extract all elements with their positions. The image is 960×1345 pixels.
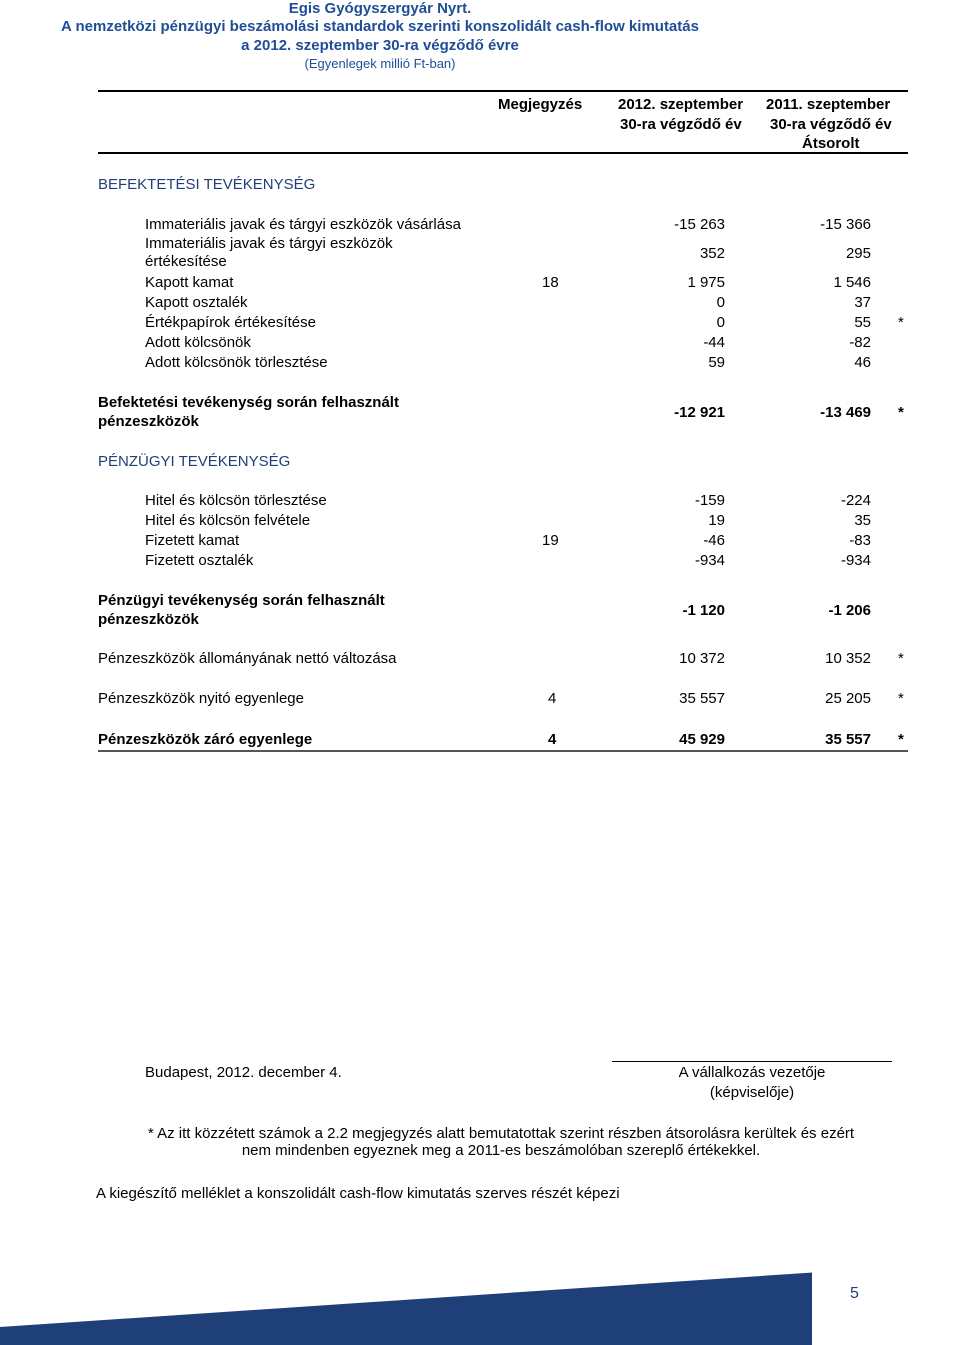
investing-heading: BEFEKTETÉSI TEVÉKENYSÉG bbox=[98, 176, 316, 193]
restatement-footnote-cont: nem mindenben egyeznek meg a 2011-es beszámolóban szereplő értékekkel. bbox=[241, 1142, 761, 1159]
financing-row-prior: 35 bbox=[854, 512, 871, 529]
investing-row-label: Értékpapírok értékesítése bbox=[145, 314, 316, 331]
restated-star: * bbox=[898, 314, 904, 331]
restatement-footnote: * Az itt közzétett számok a 2.2 megjegyzés alatt bemutatottak szerint részben átsorolásra kerültek és ezért bbox=[147, 1125, 855, 1142]
opening-balance-prior: 25 205 bbox=[825, 690, 871, 707]
place-date: Budapest, 2012. december 4. bbox=[145, 1064, 342, 1081]
investing-total-prior: -13 469 bbox=[820, 404, 871, 421]
investing-row-current: 0 bbox=[716, 294, 725, 311]
investing-row-prior: 37 bbox=[854, 294, 871, 311]
investing-total-current: -12 921 bbox=[674, 404, 725, 421]
restated-star: * bbox=[898, 404, 904, 421]
opening-balance-current: 35 557 bbox=[679, 690, 725, 707]
investing-row-label: Kapott kamat bbox=[145, 274, 234, 291]
col-prior-header-1: 2011. szeptember bbox=[766, 96, 891, 113]
col-prior-header-2: 30-ra végződő év bbox=[770, 116, 892, 133]
investing-row-prior: 295 bbox=[845, 245, 871, 262]
investing-row-note: 18 bbox=[542, 274, 559, 291]
report-unit: (Egyenlegek millió Ft-ban) bbox=[304, 56, 456, 71]
investing-row-label: Immateriális javak és tárgyi eszközök bbox=[145, 235, 393, 252]
financing-row-prior: -934 bbox=[840, 552, 871, 569]
investing-row-prior: -82 bbox=[849, 334, 871, 351]
investing-row-label: Adott kölcsönök bbox=[145, 334, 251, 351]
signature-line bbox=[612, 1061, 892, 1062]
financing-heading: PÉNZÜGYI TEVÉKENYSÉG bbox=[98, 453, 291, 470]
investing-row-label: Immateriális javak és tárgyi eszközök vásárlása bbox=[145, 216, 461, 233]
financing-row-current: -46 bbox=[703, 532, 725, 549]
investing-row-label: Adott kölcsönök törlesztése bbox=[145, 354, 328, 371]
financing-row-current: -159 bbox=[694, 492, 725, 509]
financing-row-label: Hitel és kölcsön törlesztése bbox=[145, 492, 327, 509]
closing-balance-note: 4 bbox=[548, 731, 557, 748]
financing-row-prior: -224 bbox=[840, 492, 871, 509]
net-change-current: 10 372 bbox=[679, 650, 725, 667]
closing-balance-label: Pénzeszközök záró egyenlege bbox=[98, 731, 313, 748]
financing-row-label: Fizetett kamat bbox=[145, 532, 240, 549]
investing-row-prior: -15 366 bbox=[820, 216, 871, 233]
signatory-role: A vállalkozás vezetője bbox=[678, 1064, 826, 1081]
report-title: A nemzetközi pénzügyi beszámolási standardok szerinti konszolidált cash-flow kimutatás bbox=[61, 18, 699, 35]
financing-row-note: 19 bbox=[542, 532, 559, 549]
investing-row-prior: 46 bbox=[854, 354, 871, 371]
supplement-note: A kiegészítő melléklet a konszolidált cash-flow kimutatás szerves részét képezi bbox=[96, 1185, 620, 1202]
closing-balance-prior: 35 557 bbox=[825, 731, 871, 748]
financing-row-current: 19 bbox=[708, 512, 725, 529]
opening-balance-label: Pénzeszközök nyitó egyenlege bbox=[98, 690, 304, 707]
net-change-prior: 10 352 bbox=[825, 650, 871, 667]
restated-star: * bbox=[898, 650, 904, 667]
page-number: 5 bbox=[850, 1285, 859, 1302]
financing-total-label-cont: pénzeszközök bbox=[98, 611, 199, 628]
opening-balance-note: 4 bbox=[548, 690, 557, 707]
report-period: a 2012. szeptember 30-ra végződő évre bbox=[241, 37, 519, 54]
investing-row-current: 1 975 bbox=[687, 274, 725, 291]
investing-total-label-cont: pénzeszközök bbox=[98, 413, 199, 430]
signatory-role-cont: (képviselője) bbox=[709, 1084, 795, 1101]
investing-row-current: 352 bbox=[699, 245, 725, 262]
investing-row-label: Kapott osztalék bbox=[145, 294, 248, 311]
financing-total-label: Pénzügyi tevékenység során felhasznált bbox=[98, 592, 385, 609]
investing-row-current: 0 bbox=[716, 314, 725, 331]
header-top-rule bbox=[98, 90, 908, 92]
footer-band bbox=[0, 1232, 960, 1345]
header-bottom-rule bbox=[98, 152, 908, 154]
financing-row-prior: -83 bbox=[849, 532, 871, 549]
financing-row-current: -934 bbox=[694, 552, 725, 569]
net-change-label: Pénzeszközök állományának nettó változása bbox=[98, 650, 397, 667]
financing-row-label: Fizetett osztalék bbox=[145, 552, 254, 569]
company-name: Egis Gyógyszergyár Nyrt. bbox=[288, 0, 472, 17]
col-note-header: Megjegyzés bbox=[498, 96, 583, 113]
financing-total-prior: -1 206 bbox=[828, 602, 871, 619]
restated-star: * bbox=[898, 731, 904, 748]
restated-star: * bbox=[898, 690, 904, 707]
table-bottom-rule bbox=[98, 750, 908, 752]
col-prior-header-3: Átsorolt bbox=[802, 135, 860, 152]
closing-balance-current: 45 929 bbox=[679, 731, 725, 748]
investing-row-current: -44 bbox=[703, 334, 725, 351]
investing-row-current: -15 263 bbox=[674, 216, 725, 233]
investing-row-prior: 55 bbox=[854, 314, 871, 331]
investing-total-label: Befektetési tevékenység során felhasznált bbox=[98, 394, 399, 411]
financing-total-current: -1 120 bbox=[682, 602, 725, 619]
col-current-header-1: 2012. szeptember bbox=[618, 96, 744, 113]
investing-row-label-cont: értékesítése bbox=[145, 253, 227, 270]
investing-row-current: 59 bbox=[708, 354, 725, 371]
investing-row-prior: 1 546 bbox=[833, 274, 871, 291]
col-current-header-2: 30-ra végződő év bbox=[620, 116, 742, 133]
financing-row-label: Hitel és kölcsön felvétele bbox=[145, 512, 311, 529]
